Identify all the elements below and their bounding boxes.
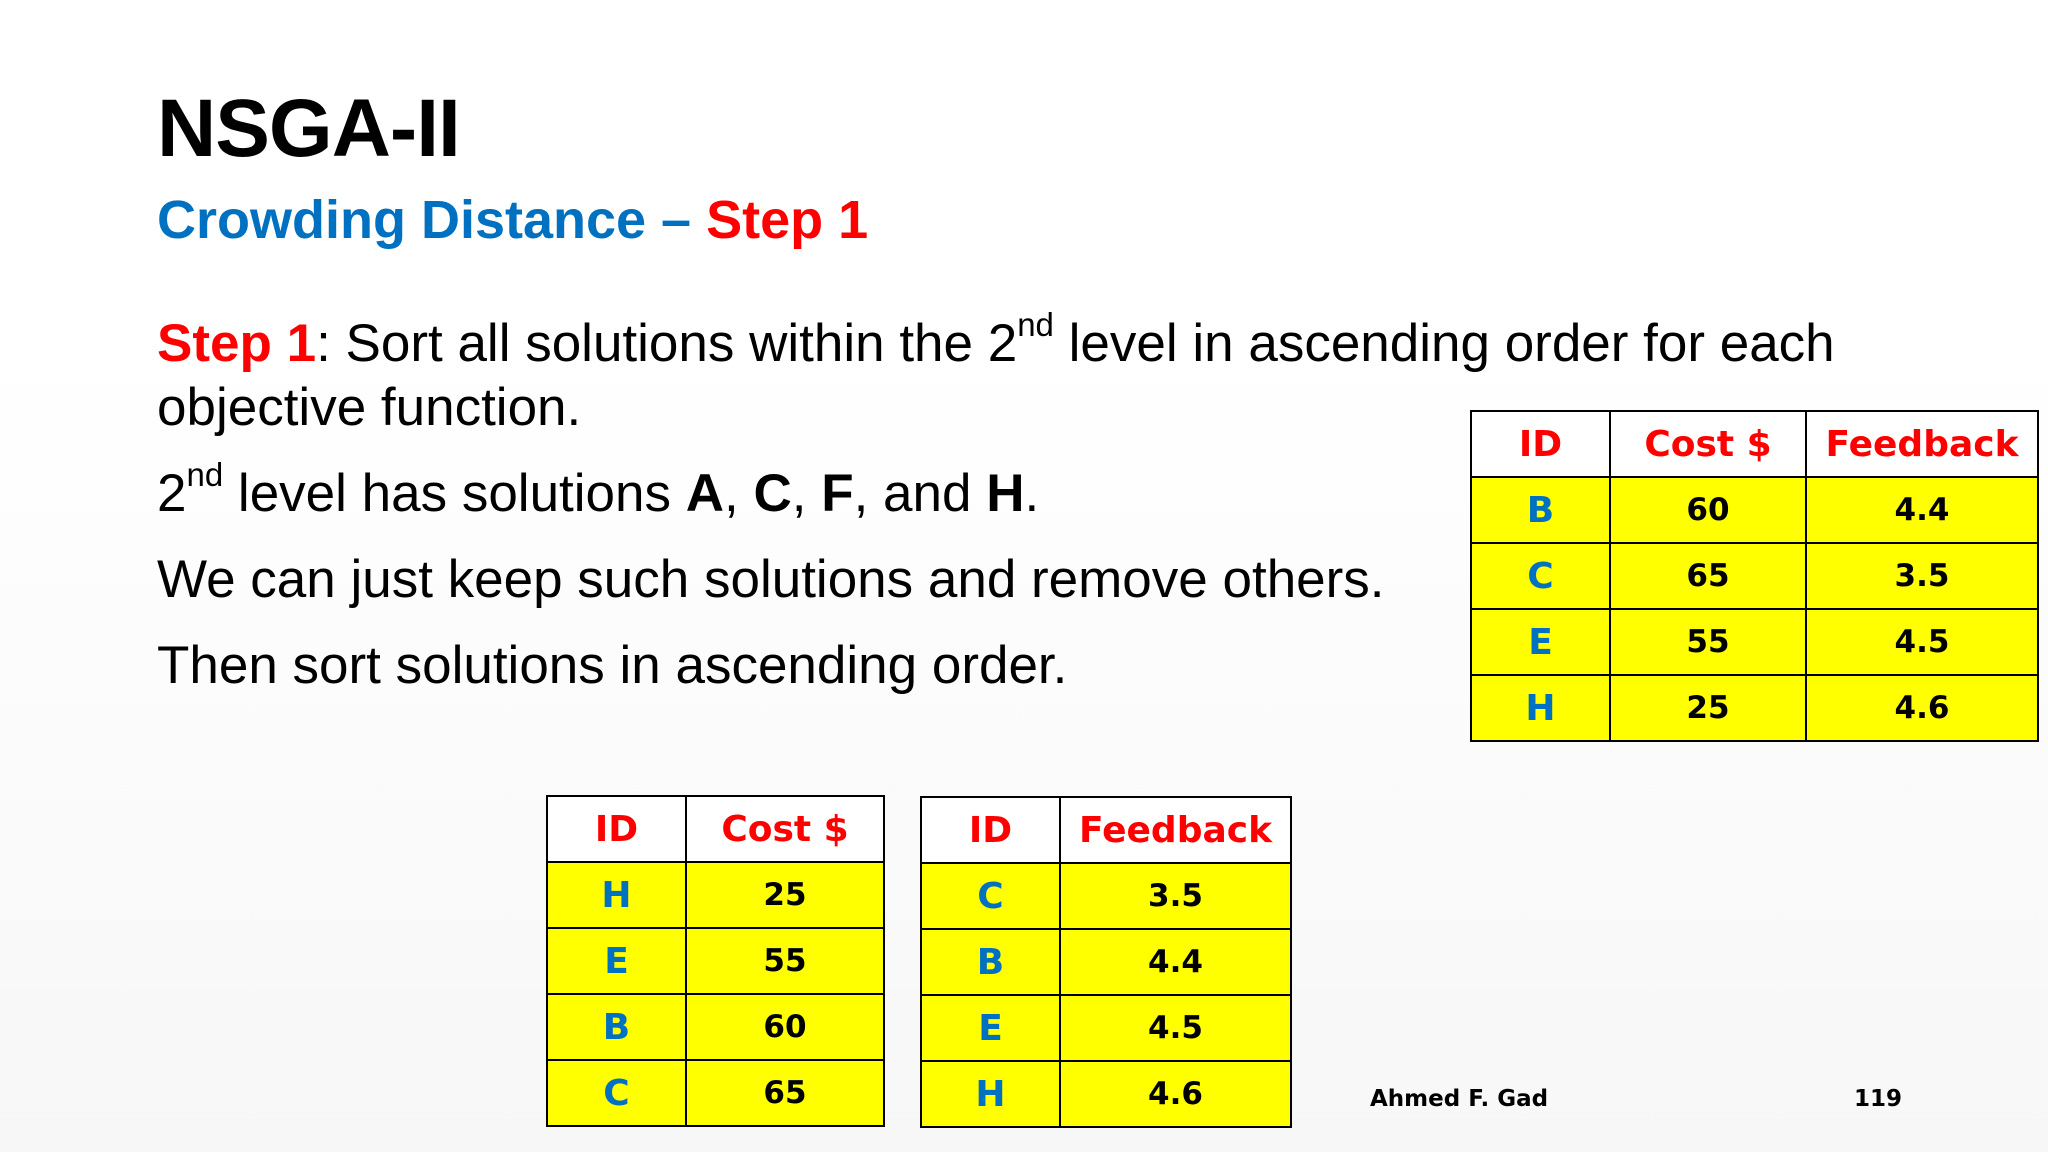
cell-feedback: 4.5	[1806, 609, 2038, 675]
cell-id: B	[547, 994, 686, 1060]
table-row	[921, 863, 1291, 929]
keep-solutions-text: We can just keep such solutions and remove others.	[157, 550, 1385, 609]
solution-f: F	[821, 464, 854, 523]
header-feedback: Feedback	[1806, 411, 2038, 477]
step-text-a: : Sort all solutions within the 2	[316, 314, 1018, 373]
table-row	[1471, 543, 2038, 609]
solution-a: A	[685, 464, 725, 523]
sorted-by-cost-table	[546, 795, 885, 1127]
cell-cost: 55	[686, 928, 884, 994]
cell-feedback: 4.4	[1806, 477, 2038, 543]
cell-cost: 65	[686, 1060, 884, 1126]
cell-id: E	[547, 928, 686, 994]
subtitle-step: Step 1	[706, 190, 869, 250]
cell-cost: 60	[1610, 477, 1806, 543]
step-text-c: objective function.	[157, 378, 582, 437]
cell-cost: 65	[1610, 543, 1806, 609]
cell-cost: 25	[1610, 675, 1806, 741]
subtitle-topic: Crowding Distance –	[157, 190, 707, 250]
sorted-by-feedback-table	[920, 796, 1292, 1128]
header-id: ID	[921, 797, 1060, 863]
table-row	[547, 928, 884, 994]
table-row	[921, 1061, 1291, 1127]
header-id: ID	[1471, 411, 1610, 477]
cell-feedback: 4.5	[1060, 995, 1291, 1061]
level-solutions-text	[157, 456, 1040, 526]
cell-feedback: 4.6	[1060, 1061, 1291, 1127]
step-text-b: level in ascending order for each	[1053, 314, 1835, 373]
sort-solutions-text: Then sort solutions in ascending order.	[157, 636, 1068, 695]
table-header-row	[1471, 411, 2038, 477]
cell-id: B	[921, 929, 1060, 995]
solution-h: H	[986, 464, 1025, 523]
separator: , and	[853, 464, 987, 523]
cell-id: H	[1471, 675, 1610, 741]
table-header-row	[921, 797, 1291, 863]
slide-title: NSGA-II	[157, 83, 460, 174]
cell-id: H	[547, 862, 686, 928]
cell-feedback: 3.5	[1806, 543, 2038, 609]
header-cost: Cost $	[1610, 411, 1806, 477]
table-row	[1471, 477, 2038, 543]
cell-id: B	[1471, 477, 1610, 543]
cell-feedback: 3.5	[1060, 863, 1291, 929]
table-row	[547, 1060, 884, 1126]
separator: ,	[724, 464, 754, 523]
footer-author: Ahmed F. Gad	[1370, 1086, 1549, 1112]
cell-id: C	[1471, 543, 1610, 609]
cell-cost: 55	[1610, 609, 1806, 675]
table-row	[921, 929, 1291, 995]
table-row	[1471, 675, 2038, 741]
level-sup: nd	[186, 456, 224, 494]
cell-id: H	[921, 1061, 1060, 1127]
solutions-table	[1470, 410, 2039, 742]
header-cost: Cost $	[686, 796, 884, 862]
level-number: 2	[157, 464, 187, 523]
table-row	[921, 995, 1291, 1061]
solution-c: C	[753, 464, 792, 523]
cell-id: E	[921, 995, 1060, 1061]
table-row	[547, 862, 884, 928]
step-text-sup: nd	[1017, 306, 1054, 344]
slide-subtitle	[157, 190, 869, 250]
step-label: Step 1	[157, 314, 317, 373]
cell-cost: 25	[686, 862, 884, 928]
table-header-row	[547, 796, 884, 862]
table-row	[547, 994, 884, 1060]
table-row	[1471, 609, 2038, 675]
cell-cost: 60	[686, 994, 884, 1060]
separator: ,	[791, 464, 822, 523]
cell-id: E	[1471, 609, 1610, 675]
cell-id: C	[547, 1060, 686, 1126]
cell-feedback: 4.4	[1060, 929, 1291, 995]
cell-id: C	[921, 863, 1060, 929]
period: .	[1024, 464, 1040, 523]
header-feedback: Feedback	[1060, 797, 1291, 863]
cell-feedback: 4.6	[1806, 675, 2038, 741]
level-text: level has solutions	[223, 464, 686, 523]
header-id: ID	[547, 796, 686, 862]
page-number: 119	[1854, 1086, 1903, 1112]
